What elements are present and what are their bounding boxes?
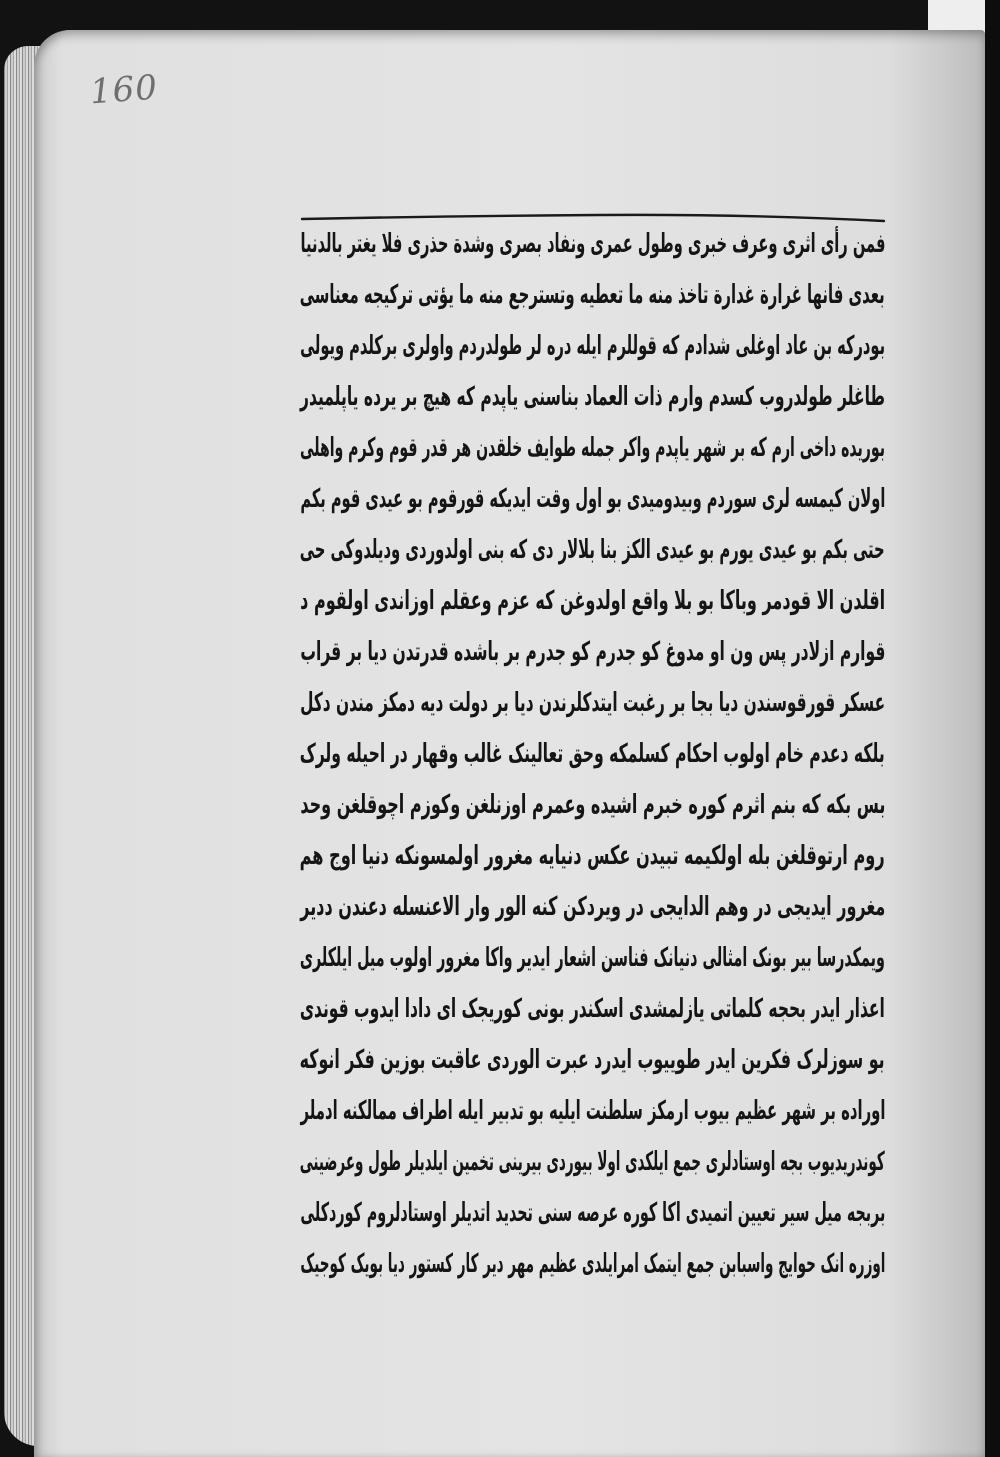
manuscript-line bbox=[300, 830, 885, 881]
line-text: عسکر قورقوسندن دیا بجا بر رغبت ایتدکلرندن دیا بر دولت دیه دمکز مندن دکل bbox=[300, 687, 885, 718]
manuscript-line bbox=[300, 779, 885, 830]
manuscript-line bbox=[300, 320, 885, 371]
line-text: بس بکه که بنم اثرم کوره خبرم اشیده وعمرم اوزنلغن وکوزم اچوقلغن وحد bbox=[299, 789, 885, 820]
manuscript-line bbox=[300, 371, 885, 422]
line-text: بعدی فانها غرارة غدارة تاخذ منه ما تعطیه وتسترجع منه ما یؤتی ترکیجه معناسی bbox=[300, 279, 885, 310]
manuscript-line bbox=[300, 881, 885, 932]
manuscript-line bbox=[300, 1085, 885, 1136]
line-text: کوندریدیوب بجه اوستادلری جمع ایلکدی اولا بیوردی بیرینی تخمین ایلدیلر طول وعرضینی bbox=[300, 1146, 885, 1177]
manuscript-line bbox=[300, 1034, 885, 1085]
manuscript-line bbox=[300, 218, 885, 269]
line-text: مغرور ایدیجی در وهم الدایجی در ویردکن کنه الور وار الاعنسله دعندن ددیر bbox=[299, 891, 885, 922]
line-text: بودرکه بن عاد اوغلی شدادم که قوللرم ایله دره لر طولدردم واولری برکلدم ویولی bbox=[300, 330, 885, 361]
line-text: بربجه میل سیر تعیین اتمیدی اکا کوره عرصه سنی تحدید اتدیلر اوستادلروم کوردکلی bbox=[300, 1197, 885, 1228]
line-text: طاغلر طولدروب کسدم وارم ذات العماد بناسنی یاپدم که هیچ بر یرده یاپلمیدر bbox=[300, 381, 885, 412]
manuscript-text-block bbox=[300, 218, 885, 1289]
manuscript-line bbox=[300, 932, 885, 983]
manuscript-line bbox=[300, 422, 885, 473]
line-text: حتی بکم بو عیدی یورم بو عیدی الکز بنا بلالار دی که بنی اولدوردی ودیلدوکی حی bbox=[300, 534, 885, 565]
line-text: ویمکدرسا بیر بونک امثالی دنیانک فناسن اشعار ایدیر واکا مغرور اولوب میل ایلکلری bbox=[300, 942, 885, 973]
manuscript-line bbox=[300, 983, 885, 1034]
line-text: اولان کیمسه لری سوردم وبیدومیدی بو اول وقت ایدیکه قورقوم بو عیدی قوم بکم bbox=[300, 483, 885, 514]
manuscript-line bbox=[300, 473, 885, 524]
manuscript-line bbox=[300, 524, 885, 575]
line-text: اقلدن الا قودمر وباکا بو بلا واقع اولدوغن که عزم وعقلم اوزاندی اولقوم د bbox=[300, 585, 885, 616]
manuscript-line bbox=[300, 626, 885, 677]
line-text: بلکه دعدم خام اولوب احکام کسلمکه وحق تعالینک غالب وقهار در احیله ولرک bbox=[299, 738, 885, 769]
line-text: اوراده بر شهر عظیم بیوب ارمکز سلطنت ایلیه بو تدبیر ایله اطراف ممالکنه ادملر bbox=[300, 1095, 885, 1126]
line-text: بوریده داخی ارم که بر شهر یاپدم واکر جمله طوایف خلقدن هر قدر قوم وکرم واهلی bbox=[299, 432, 885, 463]
line-text: اعذار ایدر بحجه کلماتی یازلمشدی اسکندر بونی کوریجک ای دادا ایدوب قوندی bbox=[300, 993, 885, 1024]
manuscript-line bbox=[300, 1136, 885, 1187]
line-text: روم ارتوقلغن بله اولکیمه تبیدن عکس دنیایه مغرور اولمسونکه دنیا اوج هم bbox=[299, 840, 885, 871]
manuscript-line bbox=[300, 575, 885, 626]
manuscript-line bbox=[300, 1187, 885, 1238]
manuscript-line bbox=[300, 1238, 885, 1289]
page-number: 160 bbox=[88, 67, 160, 113]
manuscript-line bbox=[300, 728, 885, 779]
line-text: بو سوزلرک فکرین ایدر طوییوب ایدرد عبرت الوردی عاقبت بوزین فکر انوکه bbox=[300, 1044, 885, 1075]
manuscript-line bbox=[300, 677, 885, 728]
line-text: قوارم ازلادر پس ون او مدوغ کو جدرم کو جدرم بر باشده قدرتدن دیا بر قراب bbox=[300, 636, 885, 667]
line-text: فمن رأی اثری وعرف خبری وطول عمری ونفاد بصری وشدة حذری فلا یغتر بالدنیا bbox=[300, 228, 885, 259]
line-text: اوزره انک حوایج واسبابن جمع ایتمک امرایلدی عظیم مهر دیر کار کستور دیا بویک کوجیک bbox=[299, 1248, 885, 1279]
manuscript-line bbox=[300, 269, 885, 320]
scanner-edge bbox=[985, 0, 1000, 1457]
